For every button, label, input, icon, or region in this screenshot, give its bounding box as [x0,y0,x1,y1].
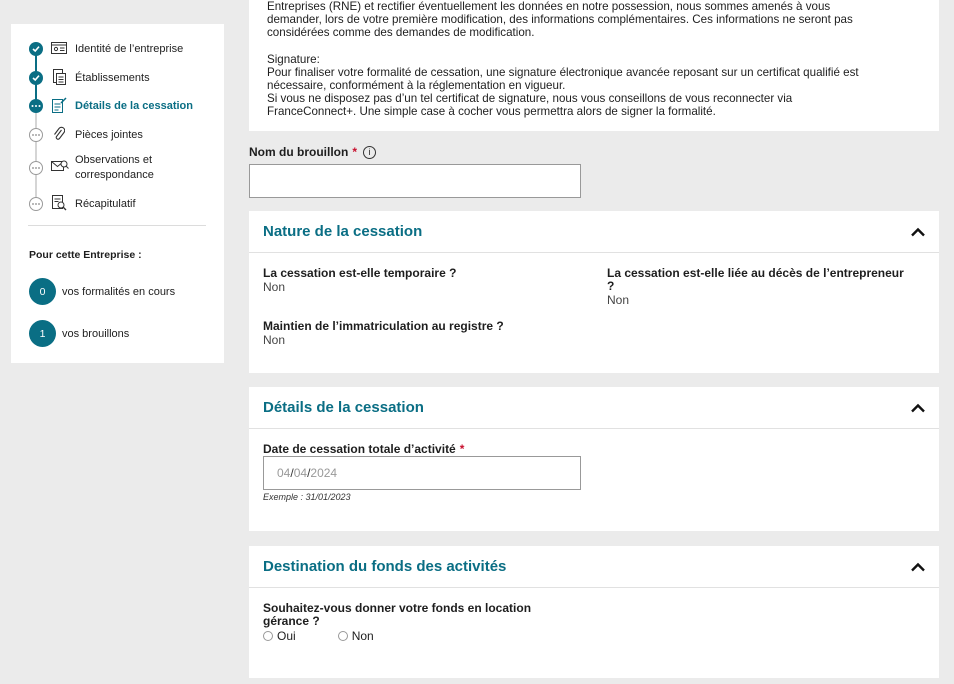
step-pieces-jointes[interactable] [11,124,224,153]
info-text: Entreprises (RNE) et rectifier éventuellement les données en notre possession, nous sommes amenés à vous [267,0,831,13]
step-label: Détails de la cessation [75,100,193,112]
cessation-date-input[interactable] [263,456,581,490]
pending-step-icon [29,128,43,142]
sidebar-divider [28,225,206,226]
location-gerance-radio-group [263,629,416,643]
counter-formalites[interactable] [29,278,175,305]
count-badge: 1 [29,320,56,347]
field-label: La cessation est-elle temporaire ? [263,266,457,280]
chevron-up-icon[interactable] [910,560,926,574]
chevron-up-icon[interactable] [910,225,926,239]
info-icon[interactable]: i [363,146,376,159]
field-label-line: Souhaitez-vous donner votre fonds en location [263,601,532,615]
signature-text: Si vous ne disposez pas d’un tel certificat de signature, nous vous conseillons de vous reconnecter via [267,92,793,106]
document-edit-icon [51,97,67,113]
radio-button[interactable] [263,631,273,641]
info-text: demander, lors de votre première modification, des informations complémentaires. Ces informations ne seront pas [267,13,853,27]
nature-section [249,211,939,373]
sidebar [11,24,224,363]
required-marker: * [459,442,465,456]
step-label: Identité de l’entreprise [75,43,184,55]
field-value: Non [263,280,286,294]
section-title: Détails de la cessation [263,399,424,416]
details-header[interactable] [249,387,939,429]
details-section [249,387,939,531]
sidebar-heading: Pour cette Entreprise : [29,249,142,261]
date-label [263,443,464,456]
count-badge: 0 [29,278,56,305]
document-search-icon [51,195,67,211]
radio-non[interactable] [338,629,374,643]
nature-header[interactable] [249,211,939,253]
info-card [249,0,939,131]
step-details-cessation[interactable] [11,95,224,124]
stepper [11,24,224,222]
counter-brouillons[interactable] [29,320,129,347]
step-label: Récapitulatif [75,198,136,210]
date-separator: / [290,466,294,480]
id-card-icon [51,40,67,56]
section-title: Nature de la cessation [263,223,423,240]
radio-label: Oui [277,629,296,643]
info-text: considérées comme des demandes de modification. [267,26,535,40]
destination-header[interactable] [249,546,939,588]
field-label [607,267,927,293]
draft-name-label-text: Nom du brouillon [249,145,349,159]
field-label-line: gérance ? [263,614,320,628]
radio-label: Non [351,629,374,643]
counter-label: vos brouillons [62,327,130,340]
date-separator: / [307,466,311,480]
envelope-search-icon [51,158,69,174]
date-day: 04 [277,466,291,480]
field-label-line: ? [607,279,615,293]
step-identite[interactable] [11,38,224,67]
check-icon [29,71,43,85]
signature-title: Signature: [267,52,320,66]
building-document-icon [51,69,67,85]
pending-step-icon [29,197,43,211]
field-value: Non [263,333,286,347]
radio-oui[interactable] [263,629,296,643]
section-title: Destination du fonds des activités [263,558,507,575]
step-label: Établissements [75,71,150,84]
field-label-line: La cessation est-elle liée au décès de l’entrepreneur [607,266,904,280]
field-label: Maintien de l’immatriculation au registre ? [263,319,504,333]
draft-name-input[interactable] [249,164,581,198]
required-marker: * [352,145,357,159]
step-label: Observations et correspondance [75,154,154,181]
signature-text: nécessaire, conformément à la réglementation en vigueur. [267,79,566,93]
date-label-text: Date de cessation totale d’activité [263,442,456,456]
field-value: Non [607,293,630,307]
date-year: 2024 [310,466,338,480]
step-label: Pièces jointes [75,128,143,141]
step-recapitulatif[interactable] [11,193,224,222]
counter-label: vos formalités en cours [62,285,176,298]
check-icon [29,42,43,56]
step-observations[interactable] [11,152,224,193]
destination-section [249,546,939,678]
chevron-up-icon[interactable] [910,401,926,415]
signature-text: Pour finaliser votre formalité de cessation, une signature électronique avancée reposant sur un certificat qualifié est [267,65,859,79]
paperclip-icon [51,126,67,142]
pending-step-icon [29,161,43,175]
date-example: Exemple : 31/01/2023 [263,492,351,502]
date-month: 04 [293,466,308,480]
step-etablissements[interactable] [11,67,224,96]
draft-name-label [249,145,376,159]
signature-text: FranceConnect+. Une simple case à cocher vous permettra alors de signer la formalité. [267,105,716,119]
current-step-icon [29,99,43,113]
radio-button[interactable] [338,631,348,641]
field-label [263,602,531,628]
